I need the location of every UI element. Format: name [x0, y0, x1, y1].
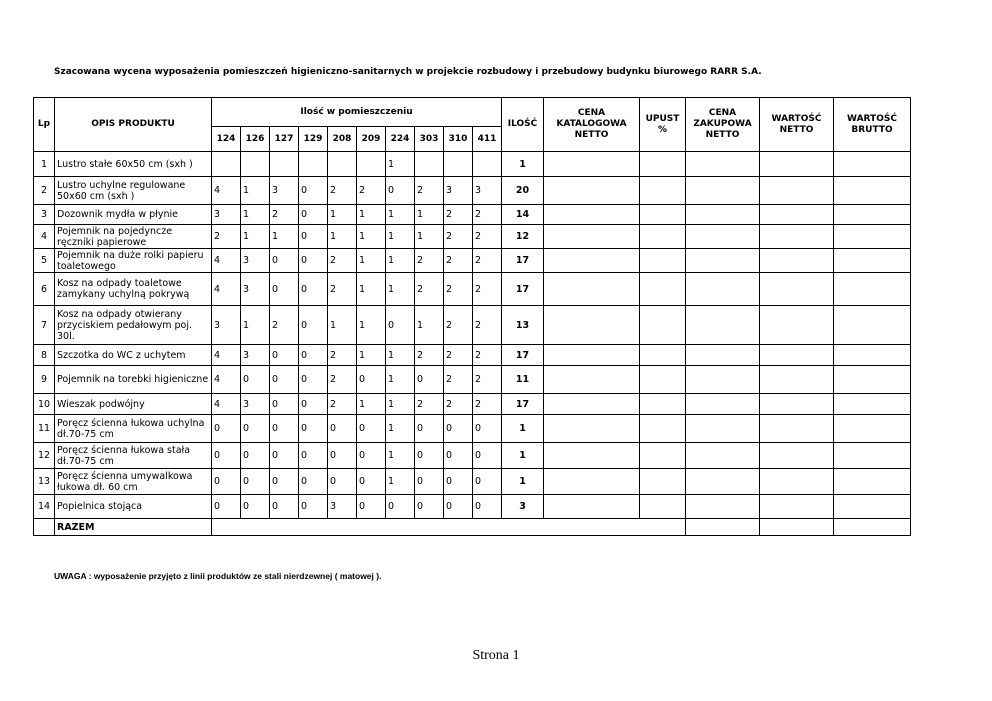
row-qty-cell: 1 — [357, 273, 386, 306]
row-qty-cell: 2 — [473, 225, 502, 249]
row-qty-cell: 2 — [270, 306, 299, 345]
row-qty-cell: 0 — [299, 345, 328, 366]
empty-price-cell — [834, 205, 911, 225]
empty-price-cell — [640, 394, 686, 415]
empty-price-cell — [834, 345, 911, 366]
row-qty-cell: 0 — [270, 394, 299, 415]
row-qty-cell: 1 — [241, 306, 270, 345]
row-qty-cell: 4 — [212, 366, 241, 394]
empty-price-cell — [544, 366, 640, 394]
row-qty-cell: 2 — [415, 273, 444, 306]
empty-price-cell — [544, 249, 640, 273]
room-header: 310 — [444, 127, 473, 152]
row-qty-cell: 2 — [444, 345, 473, 366]
row-qty-cell: 2 — [444, 249, 473, 273]
row-qty-cell: 0 — [328, 443, 357, 469]
empty-price-cell — [760, 415, 834, 443]
row-qty-cell: 2 — [473, 249, 502, 273]
row-qty-cell: 2 — [415, 394, 444, 415]
header-cena-katalogowa: CENA KATALOGOWA NETTO — [544, 98, 640, 152]
row-qty-cell: 3 — [241, 345, 270, 366]
empty-price-cell — [640, 495, 686, 519]
row-qty-cell: 1 — [241, 225, 270, 249]
row-qty-cell: 0 — [299, 366, 328, 394]
row-qty-cell: 0 — [386, 306, 415, 345]
row-qty-cell — [270, 152, 299, 177]
room-header: 209 — [357, 127, 386, 152]
empty-price-cell — [834, 366, 911, 394]
row-ilosc: 14 — [502, 205, 544, 225]
row-lp: 14 — [34, 495, 55, 519]
row-qty-cell: 2 — [328, 177, 357, 205]
row-qty-cell: 4 — [212, 273, 241, 306]
empty-price-cell — [834, 273, 911, 306]
row-qty-cell: 1 — [386, 225, 415, 249]
empty-price-cell — [760, 495, 834, 519]
row-qty-cell — [212, 152, 241, 177]
header-lp: Lp — [34, 98, 55, 152]
row-qty-cell: 2 — [473, 273, 502, 306]
row-qty-cell — [328, 152, 357, 177]
row-qty-cell: 2 — [415, 249, 444, 273]
empty-price-cell — [640, 366, 686, 394]
row-qty-cell: 0 — [357, 366, 386, 394]
empty-price-cell — [544, 306, 640, 345]
table-row — [34, 273, 911, 306]
table-row — [34, 152, 911, 177]
row-qty-cell: 1 — [357, 345, 386, 366]
row-lp: 13 — [34, 469, 55, 495]
row-qty-cell: 0 — [270, 345, 299, 366]
row-qty-cell: 2 — [328, 366, 357, 394]
empty-price-cell — [760, 152, 834, 177]
row-lp: 10 — [34, 394, 55, 415]
empty-price-cell — [760, 177, 834, 205]
row-qty-cell: 1 — [328, 225, 357, 249]
empty-price-cell — [640, 415, 686, 443]
empty-price-cell — [760, 394, 834, 415]
room-header: 127 — [270, 127, 299, 152]
room-header: 129 — [299, 127, 328, 152]
empty-price-cell — [640, 249, 686, 273]
row-qty-cell: 0 — [241, 443, 270, 469]
empty-price-cell — [544, 225, 640, 249]
header-wartosc-netto: WARTOŚĆ NETTO — [760, 98, 834, 152]
row-qty-cell: 3 — [270, 177, 299, 205]
row-qty-cell: 2 — [328, 394, 357, 415]
row-qty-cell: 2 — [473, 205, 502, 225]
row-qty-cell: 2 — [444, 366, 473, 394]
empty-price-cell — [544, 205, 640, 225]
row-lp: 9 — [34, 366, 55, 394]
empty-price-cell — [640, 177, 686, 205]
row-ilosc: 1 — [502, 443, 544, 469]
empty-price-cell — [640, 443, 686, 469]
empty-price-cell — [544, 177, 640, 205]
row-qty-cell: 1 — [357, 205, 386, 225]
row-opis: Poręcz ścienna umywalkowa łukowa dł. 60 cm — [55, 469, 212, 495]
row-opis: Poręcz ścienna łukowa stała dł.70-75 cm — [55, 443, 212, 469]
empty-price-cell — [544, 394, 640, 415]
row-qty-cell: 4 — [212, 345, 241, 366]
row-qty-cell — [473, 152, 502, 177]
row-qty-cell: 1 — [386, 443, 415, 469]
table-row — [34, 306, 911, 345]
document-title: Szacowana wycena wyposażenia pomieszczeń higieniczno-sanitarnych w projekcie rozbudowy i przebudowy budynku biurowego RARR S.A. — [54, 67, 762, 77]
row-lp: 12 — [34, 443, 55, 469]
empty-price-cell — [760, 205, 834, 225]
row-qty-cell: 1 — [386, 366, 415, 394]
row-qty-cell: 0 — [299, 415, 328, 443]
header-ilosc: ILOŚĆ — [502, 98, 544, 152]
row-qty-cell: 2 — [444, 225, 473, 249]
row-qty-cell: 1 — [386, 345, 415, 366]
row-qty-cell: 0 — [212, 443, 241, 469]
empty-price-cell — [544, 415, 640, 443]
row-qty-cell: 0 — [473, 443, 502, 469]
empty-price-cell — [834, 495, 911, 519]
row-opis: Wieszak podwójny — [55, 394, 212, 415]
row-qty-cell: 0 — [328, 415, 357, 443]
row-qty-cell — [444, 152, 473, 177]
row-qty-cell: 2 — [473, 306, 502, 345]
row-qty-cell: 0 — [328, 469, 357, 495]
row-qty-cell: 1 — [241, 205, 270, 225]
empty-price-cell — [834, 415, 911, 443]
row-qty-cell: 2 — [415, 177, 444, 205]
table-row — [34, 495, 911, 519]
row-qty-cell: 0 — [473, 495, 502, 519]
empty-price-cell — [686, 273, 760, 306]
row-ilosc: 13 — [502, 306, 544, 345]
row-qty-cell: 1 — [415, 306, 444, 345]
row-qty-cell: 2 — [357, 177, 386, 205]
table-row — [34, 469, 911, 495]
row-qty-cell: 3 — [241, 394, 270, 415]
empty-price-cell — [686, 306, 760, 345]
empty-price-cell — [686, 152, 760, 177]
empty-price-cell — [640, 306, 686, 345]
empty-price-cell — [544, 469, 640, 495]
row-qty-cell: 1 — [386, 415, 415, 443]
row-ilosc: 12 — [502, 225, 544, 249]
row-qty-cell: 1 — [328, 306, 357, 345]
row-qty-cell: 1 — [415, 225, 444, 249]
row-lp: 2 — [34, 177, 55, 205]
row-qty-cell: 0 — [270, 415, 299, 443]
row-lp: 5 — [34, 249, 55, 273]
row-qty-cell: 1 — [357, 306, 386, 345]
row-lp: 8 — [34, 345, 55, 366]
row-lp: 11 — [34, 415, 55, 443]
row-qty-cell: 0 — [444, 443, 473, 469]
row-qty-cell: 0 — [473, 469, 502, 495]
empty-price-cell — [834, 152, 911, 177]
row-qty-cell: 0 — [357, 443, 386, 469]
row-qty-cell: 3 — [241, 273, 270, 306]
pricing-table — [33, 97, 911, 536]
row-ilosc: 1 — [502, 152, 544, 177]
row-qty-cell: 2 — [415, 345, 444, 366]
row-qty-cell: 0 — [299, 205, 328, 225]
row-qty-cell: 1 — [357, 249, 386, 273]
row-qty-cell: 0 — [299, 495, 328, 519]
empty-price-cell — [760, 469, 834, 495]
row-qty-cell: 1 — [386, 152, 415, 177]
row-qty-cell: 3 — [444, 177, 473, 205]
empty-price-cell — [760, 225, 834, 249]
row-opis: Kosz na odpady otwierany przyciskiem pedałowym poj. 30l. — [55, 306, 212, 345]
row-qty-cell: 4 — [212, 249, 241, 273]
row-opis: Pojemnik na torebki higieniczne — [55, 366, 212, 394]
row-opis: Pojemnik na duże rolki papieru toaletowego — [55, 249, 212, 273]
row-opis: Lustro uchylne regulowane 50x60 cm (sxh ) — [55, 177, 212, 205]
empty-price-cell — [686, 394, 760, 415]
row-qty-cell: 0 — [241, 469, 270, 495]
header-ilosc-w-pomieszczeniu: Ilość w pomieszczeniu — [212, 98, 502, 127]
row-qty-cell: 1 — [357, 394, 386, 415]
row-qty-cell: 0 — [299, 443, 328, 469]
room-header: 208 — [328, 127, 357, 152]
header-cena-zakupowa: CENA ZAKUPOWA NETTO — [686, 98, 760, 152]
table-row — [34, 394, 911, 415]
row-qty-cell: 0 — [357, 415, 386, 443]
table-row — [34, 415, 911, 443]
note: UWAGA : wyposażenie przyjęto z linii produktów ze stali nierdzewnej ( matowej ). — [54, 571, 382, 581]
row-qty-cell: 0 — [270, 469, 299, 495]
row-opis: Pojemnik na pojedyncze ręczniki papierowe — [55, 225, 212, 249]
empty-price-cell — [640, 469, 686, 495]
row-qty-cell: 2 — [328, 249, 357, 273]
row-qty-cell: 1 — [357, 225, 386, 249]
row-qty-cell: 0 — [299, 177, 328, 205]
row-qty-cell: 1 — [328, 205, 357, 225]
row-qty-cell: 0 — [270, 273, 299, 306]
razem-label: RAZEM — [55, 519, 212, 536]
table-row — [34, 366, 911, 394]
row-qty-cell: 0 — [299, 249, 328, 273]
table-row — [34, 225, 911, 249]
row-qty-cell: 0 — [299, 394, 328, 415]
row-ilosc: 20 — [502, 177, 544, 205]
row-lp: 7 — [34, 306, 55, 345]
empty-price-cell — [686, 345, 760, 366]
row-qty-cell: 0 — [299, 469, 328, 495]
table-row — [34, 345, 911, 366]
empty-price-cell — [686, 495, 760, 519]
row-ilosc: 1 — [502, 469, 544, 495]
row-qty-cell: 1 — [415, 205, 444, 225]
row-qty-cell: 3 — [328, 495, 357, 519]
row-qty-cell: 1 — [270, 225, 299, 249]
empty-price-cell — [834, 443, 911, 469]
room-header: 224 — [386, 127, 415, 152]
row-qty-cell: 2 — [473, 394, 502, 415]
empty-price-cell — [834, 469, 911, 495]
table-row — [34, 205, 911, 225]
row-opis: Szczotka do WC z uchytem — [55, 345, 212, 366]
row-qty-cell: 0 — [270, 366, 299, 394]
empty-price-cell — [640, 273, 686, 306]
row-opis: Dozownik mydła w płynie — [55, 205, 212, 225]
row-qty-cell: 0 — [241, 366, 270, 394]
empty-price-cell — [834, 249, 911, 273]
row-qty-cell: 0 — [270, 495, 299, 519]
empty-price-cell — [686, 443, 760, 469]
empty-price-cell — [686, 225, 760, 249]
empty-price-cell — [686, 177, 760, 205]
row-qty-cell: 3 — [473, 177, 502, 205]
row-qty-cell: 0 — [386, 495, 415, 519]
row-qty-cell: 0 — [444, 495, 473, 519]
row-qty-cell — [415, 152, 444, 177]
empty-price-cell — [544, 152, 640, 177]
empty-price-cell — [760, 443, 834, 469]
empty-price-cell — [640, 152, 686, 177]
row-ilosc: 17 — [502, 394, 544, 415]
row-qty-cell: 0 — [444, 415, 473, 443]
row-qty-cell: 1 — [386, 249, 415, 273]
empty-price-cell — [640, 205, 686, 225]
header-opis: OPIS PRODUKTU — [55, 98, 212, 152]
row-ilosc: 17 — [502, 273, 544, 306]
table-row — [34, 249, 911, 273]
empty-price-cell — [760, 249, 834, 273]
room-header: 303 — [415, 127, 444, 152]
empty-price-cell — [834, 306, 911, 345]
room-header: 411 — [473, 127, 502, 152]
row-qty-cell: 0 — [241, 495, 270, 519]
row-qty-cell: 0 — [241, 415, 270, 443]
row-qty-cell: 0 — [212, 415, 241, 443]
empty-price-cell — [686, 469, 760, 495]
row-qty-cell: 0 — [299, 306, 328, 345]
row-ilosc: 17 — [502, 249, 544, 273]
row-ilosc: 17 — [502, 345, 544, 366]
row-qty-cell: 2 — [328, 273, 357, 306]
table-row — [34, 443, 911, 469]
row-lp: 3 — [34, 205, 55, 225]
empty-price-cell — [544, 495, 640, 519]
row-qty-cell: 0 — [357, 469, 386, 495]
row-qty-cell: 1 — [386, 469, 415, 495]
header-upust: UPUST % — [640, 98, 686, 152]
row-qty-cell: 0 — [357, 495, 386, 519]
room-header: 124 — [212, 127, 241, 152]
header-wartosc-brutto: WARTOŚĆ BRUTTO — [834, 98, 911, 152]
row-qty-cell — [299, 152, 328, 177]
row-qty-cell: 1 — [386, 205, 415, 225]
row-qty-cell: 3 — [241, 249, 270, 273]
empty-price-cell — [760, 306, 834, 345]
empty-price-cell — [640, 225, 686, 249]
empty-price-cell — [544, 443, 640, 469]
table-row — [34, 177, 911, 205]
row-qty-cell: 0 — [212, 469, 241, 495]
row-qty-cell: 0 — [270, 249, 299, 273]
empty-price-cell — [760, 273, 834, 306]
row-qty-cell: 0 — [415, 495, 444, 519]
row-qty-cell: 0 — [415, 415, 444, 443]
row-qty-cell: 2 — [473, 366, 502, 394]
row-qty-cell: 4 — [212, 394, 241, 415]
row-ilosc: 3 — [502, 495, 544, 519]
row-qty-cell: 2 — [444, 205, 473, 225]
row-qty-cell: 1 — [386, 394, 415, 415]
row-qty-cell: 2 — [270, 205, 299, 225]
row-qty-cell: 0 — [299, 225, 328, 249]
row-qty-cell: 2 — [328, 345, 357, 366]
empty-price-cell — [834, 394, 911, 415]
empty-price-cell — [686, 205, 760, 225]
row-qty-cell — [357, 152, 386, 177]
row-ilosc: 11 — [502, 366, 544, 394]
row-qty-cell: 2 — [444, 394, 473, 415]
empty-price-cell — [834, 225, 911, 249]
row-qty-cell: 0 — [386, 177, 415, 205]
empty-price-cell — [544, 345, 640, 366]
empty-price-cell — [544, 273, 640, 306]
row-qty-cell — [241, 152, 270, 177]
row-opis: Lustro stałe 60x50 cm (sxh ) — [55, 152, 212, 177]
row-qty-cell: 1 — [386, 273, 415, 306]
row-qty-cell: 0 — [270, 443, 299, 469]
row-qty-cell: 0 — [415, 366, 444, 394]
empty-price-cell — [686, 415, 760, 443]
row-qty-cell: 2 — [212, 225, 241, 249]
empty-price-cell — [686, 366, 760, 394]
empty-price-cell — [760, 366, 834, 394]
row-qty-cell: 0 — [212, 495, 241, 519]
empty-price-cell — [760, 345, 834, 366]
empty-price-cell — [834, 177, 911, 205]
room-header: 126 — [241, 127, 270, 152]
row-qty-cell: 0 — [444, 469, 473, 495]
row-qty-cell: 1 — [241, 177, 270, 205]
row-qty-cell: 0 — [473, 415, 502, 443]
row-opis: Popielnica stojąca — [55, 495, 212, 519]
row-qty-cell: 2 — [473, 345, 502, 366]
row-qty-cell: 0 — [415, 443, 444, 469]
row-ilosc: 1 — [502, 415, 544, 443]
row-qty-cell: 4 — [212, 177, 241, 205]
row-opis: Poręcz ścienna łukowa uchylna dł.70-75 cm — [55, 415, 212, 443]
row-qty-cell: 3 — [212, 205, 241, 225]
page-footer: Strona 1 — [472, 648, 520, 663]
row-lp: 4 — [34, 225, 55, 249]
row-qty-cell: 3 — [212, 306, 241, 345]
row-qty-cell: 0 — [299, 273, 328, 306]
row-qty-cell: 0 — [415, 469, 444, 495]
row-qty-cell: 2 — [444, 273, 473, 306]
row-opis: Kosz na odpady toaletowe zamykany uchylną pokrywą — [55, 273, 212, 306]
row-lp: 6 — [34, 273, 55, 306]
empty-price-cell — [686, 249, 760, 273]
row-qty-cell: 2 — [444, 306, 473, 345]
row-lp: 1 — [34, 152, 55, 177]
empty-price-cell — [640, 345, 686, 366]
